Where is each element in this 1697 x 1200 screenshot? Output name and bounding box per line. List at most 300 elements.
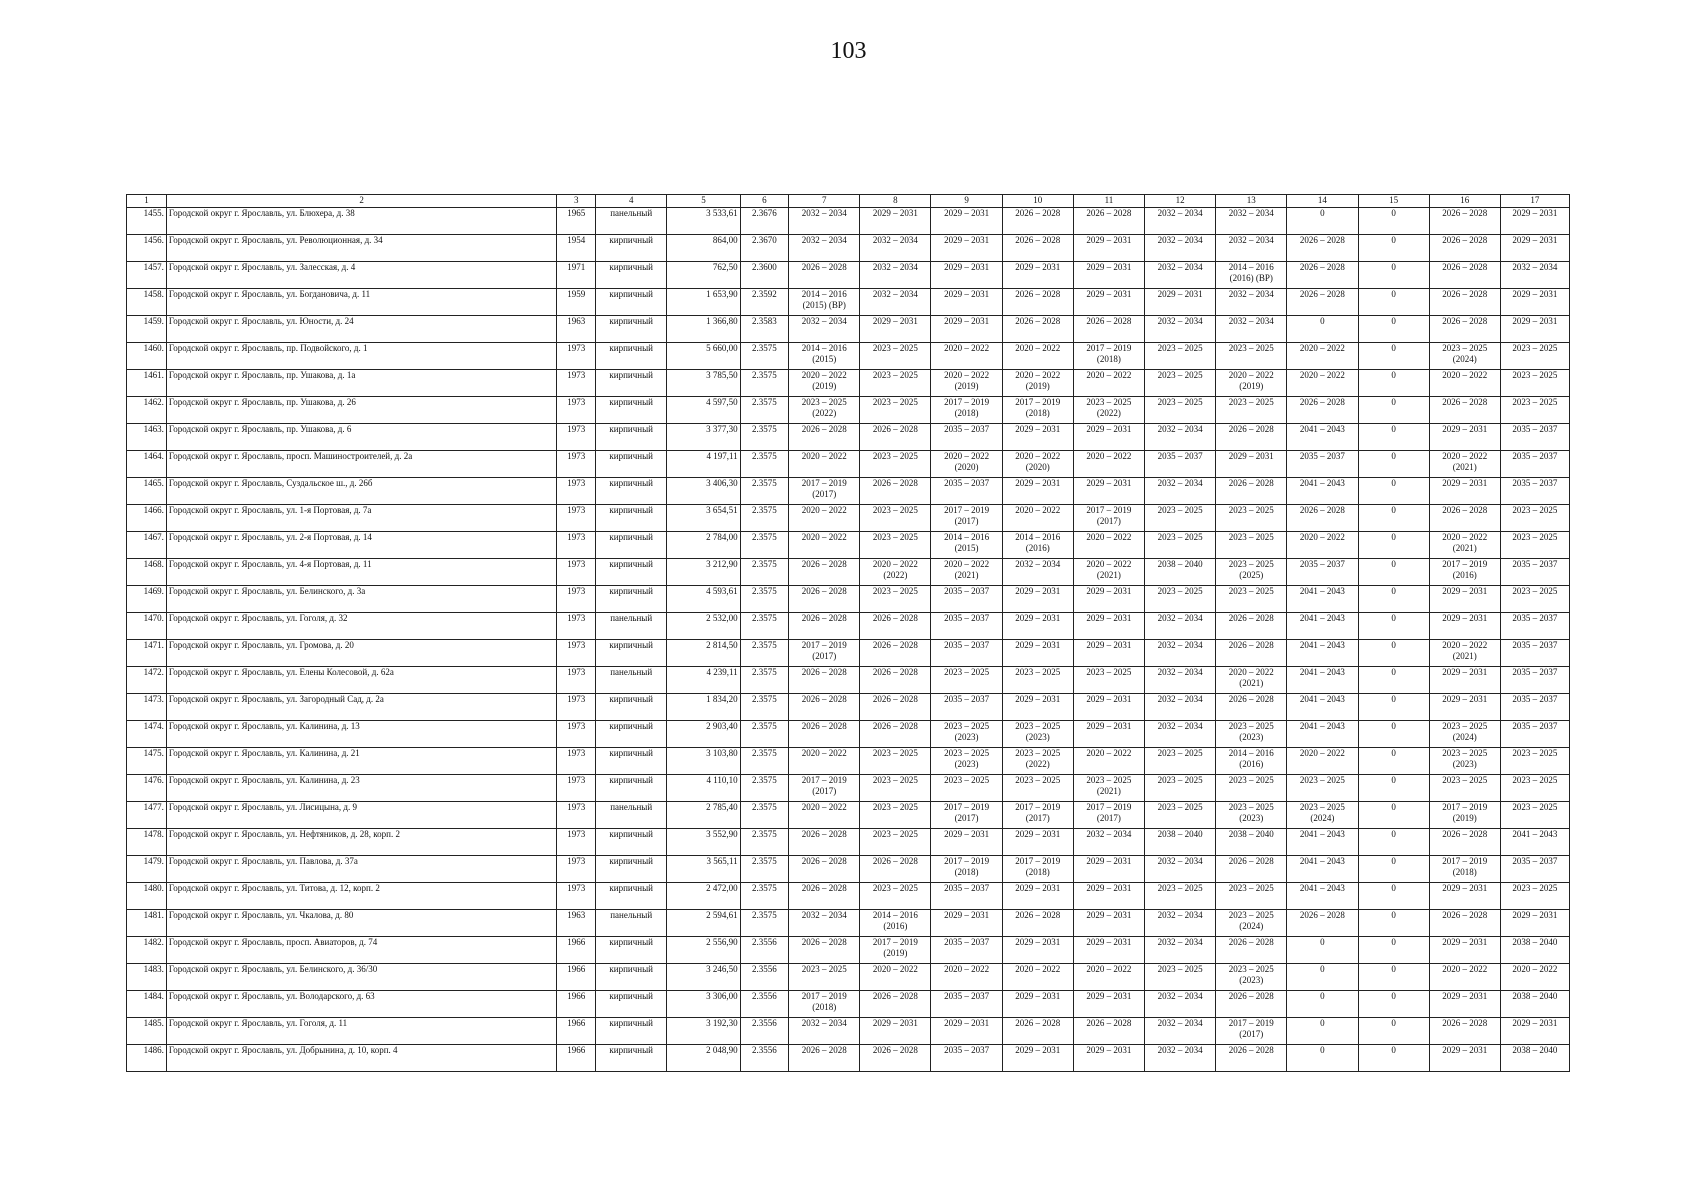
table-cell: 1973 <box>557 883 596 910</box>
table-cell: 1459. <box>127 316 167 343</box>
table-row <box>127 316 1570 343</box>
table-cell: 2017 – 2019 (2017) <box>789 640 860 667</box>
table-cell: 2.3575 <box>740 586 789 613</box>
table-cell: 2023 – 2025 <box>789 964 860 991</box>
table-cell: 0 <box>1358 829 1429 856</box>
table-cell: 2023 – 2025 <box>1500 343 1569 370</box>
table-cell: 2029 – 2031 <box>1002 1045 1073 1072</box>
table-cell: 2020 – 2022 <box>1287 532 1358 559</box>
table-cell: панельный <box>596 667 667 694</box>
table-cell: 0 <box>1358 532 1429 559</box>
table-row <box>127 937 1570 964</box>
table-cell: 2026 – 2028 <box>1216 991 1287 1018</box>
table-cell: 2023 – 2025 (2024) <box>1429 721 1500 748</box>
table-cell: Городской округ г. Ярославль, ул. Белинского, д. 36/30 <box>166 964 556 991</box>
table-cell: 2029 – 2031 <box>1500 1018 1569 1045</box>
table-cell: 2020 – 2022 <box>1073 532 1144 559</box>
table-cell: 0 <box>1358 289 1429 316</box>
table-cell: 0 <box>1287 991 1358 1018</box>
table-cell: 2023 – 2025 <box>1073 667 1144 694</box>
table-cell: 2035 – 2037 <box>1500 721 1569 748</box>
table-cell: 2017 – 2019 (2017) <box>1073 505 1144 532</box>
table-cell: 2023 – 2025 <box>1429 775 1500 802</box>
table-cell: 2029 – 2031 <box>1073 586 1144 613</box>
table-cell: 0 <box>1358 694 1429 721</box>
table-cell: 2 472,00 <box>667 883 740 910</box>
table-cell: 2029 – 2031 <box>1002 613 1073 640</box>
table-cell: 2 784,00 <box>667 532 740 559</box>
table-cell: 2020 – 2022 <box>789 451 860 478</box>
table-cell: 2020 – 2022 (2021) <box>1429 532 1500 559</box>
table-cell: 2029 – 2031 <box>931 1018 1002 1045</box>
table-row <box>127 694 1570 721</box>
table-cell: 2026 – 2028 <box>1002 1018 1073 1045</box>
table-cell: 0 <box>1287 1018 1358 1045</box>
table-cell: 1461. <box>127 370 167 397</box>
housing-register-table <box>126 194 1570 1072</box>
table-cell: Городской округ г. Ярославль, ул. Чкалова, д. 80 <box>166 910 556 937</box>
table-cell: 2020 – 2022 <box>1287 370 1358 397</box>
table-cell: 2029 – 2031 <box>1500 910 1569 937</box>
table-row <box>127 343 1570 370</box>
table-cell: 2.3556 <box>740 1045 789 1072</box>
table-row <box>127 829 1570 856</box>
table-cell: 2029 – 2031 <box>1429 424 1500 451</box>
table-cell: Городской округ г. Ярославль, ул. Добрынина, д. 10, корп. 4 <box>166 1045 556 1072</box>
table-cell: 2.3583 <box>740 316 789 343</box>
table-cell: 2026 – 2028 <box>789 667 860 694</box>
table-cell: 2023 – 2025 <box>860 883 931 910</box>
table-cell: 2014 – 2016 (2016) <box>1002 532 1073 559</box>
table-cell: кирпичный <box>596 370 667 397</box>
table-cell: 2029 – 2031 <box>1073 883 1144 910</box>
table-cell: 2023 – 2025 <box>1145 964 1216 991</box>
table-cell: кирпичный <box>596 991 667 1018</box>
table-cell: Городской округ г. Ярославль, ул. Калинина, д. 13 <box>166 721 556 748</box>
table-cell: кирпичный <box>596 289 667 316</box>
table-cell: 1966 <box>557 964 596 991</box>
table-cell: 2032 – 2034 <box>1500 262 1569 289</box>
table-cell: кирпичный <box>596 883 667 910</box>
table-cell: 2020 – 2022 <box>860 964 931 991</box>
table-row <box>127 397 1570 424</box>
table-cell: 2 556,90 <box>667 937 740 964</box>
table-cell: 2026 – 2028 <box>1002 289 1073 316</box>
table-cell: 2026 – 2028 <box>789 721 860 748</box>
table-cell: 2029 – 2031 <box>1500 316 1569 343</box>
table-cell: 2026 – 2028 <box>789 586 860 613</box>
column-header-13: 13 <box>1216 195 1287 208</box>
table-cell: 2029 – 2031 <box>1429 1045 1500 1072</box>
table-cell: 0 <box>1358 991 1429 1018</box>
table-cell: 1973 <box>557 397 596 424</box>
table-cell: 2029 – 2031 <box>1002 478 1073 505</box>
table-cell: 2035 – 2037 <box>1500 667 1569 694</box>
table-cell: 2032 – 2034 <box>1073 829 1144 856</box>
table-cell: 0 <box>1358 937 1429 964</box>
column-header-11: 11 <box>1073 195 1144 208</box>
table-cell: 2020 – 2022 <box>789 748 860 775</box>
table-cell: 0 <box>1358 802 1429 829</box>
table-cell: кирпичный <box>596 397 667 424</box>
table-cell: 2020 – 2022 (2020) <box>1002 451 1073 478</box>
table-cell: 2029 – 2031 <box>1429 937 1500 964</box>
table-cell: кирпичный <box>596 316 667 343</box>
table-cell: 2026 – 2028 <box>860 991 931 1018</box>
column-header-3: 3 <box>557 195 596 208</box>
table-cell: 2026 – 2028 <box>789 613 860 640</box>
table-cell: 2023 – 2025 <box>1145 775 1216 802</box>
table-cell: 2035 – 2037 <box>931 613 1002 640</box>
table-cell: 2035 – 2037 <box>1287 451 1358 478</box>
table-cell: 1 366,80 <box>667 316 740 343</box>
table-cell: 2026 – 2028 <box>789 1045 860 1072</box>
table-cell: 2029 – 2031 <box>1002 991 1073 1018</box>
column-header-12: 12 <box>1145 195 1216 208</box>
table-cell: 2038 – 2040 <box>1145 829 1216 856</box>
table-cell: 1954 <box>557 235 596 262</box>
table-cell: 2029 – 2031 <box>1002 640 1073 667</box>
table-cell: 2023 – 2025 <box>1500 748 1569 775</box>
column-header-6: 6 <box>740 195 789 208</box>
table-body <box>127 208 1570 1072</box>
table-cell: 1485. <box>127 1018 167 1045</box>
table-cell: 2017 – 2019 (2018) <box>1429 856 1500 883</box>
table-cell: 2 594,61 <box>667 910 740 937</box>
table-cell: 2026 – 2028 <box>860 613 931 640</box>
table-cell: 2023 – 2025 <box>1216 397 1287 424</box>
table-cell: 2023 – 2025 <box>1145 748 1216 775</box>
table-cell: 2020 – 2022 (2021) <box>1073 559 1144 586</box>
table-cell: 2029 – 2031 <box>1073 424 1144 451</box>
table-cell: 1474. <box>127 721 167 748</box>
table-cell: 2.3575 <box>740 424 789 451</box>
table-cell: 2014 – 2016 (2015) <box>789 343 860 370</box>
table-cell: 2032 – 2034 <box>1145 694 1216 721</box>
table-cell: 2.3575 <box>740 478 789 505</box>
table-cell: кирпичный <box>596 775 667 802</box>
table-cell: 2023 – 2025 <box>860 505 931 532</box>
table-cell: 2023 – 2025 <box>860 370 931 397</box>
table-cell: 2023 – 2025 <box>1500 397 1569 424</box>
table-cell: кирпичный <box>596 937 667 964</box>
table-cell: кирпичный <box>596 640 667 667</box>
table-cell: 1469. <box>127 586 167 613</box>
table-cell: 1973 <box>557 721 596 748</box>
table-cell: 2026 – 2028 <box>789 883 860 910</box>
table-cell: панельный <box>596 208 667 235</box>
table-row <box>127 424 1570 451</box>
table-cell: 2023 – 2025 <box>860 748 931 775</box>
table-cell: 2.3556 <box>740 937 789 964</box>
table-cell: 2017 – 2019 (2016) <box>1429 559 1500 586</box>
table-cell: 2032 – 2034 <box>1145 721 1216 748</box>
table-cell: 2023 – 2025 <box>1216 883 1287 910</box>
table-cell: 2029 – 2031 <box>1073 1045 1144 1072</box>
column-header-7: 7 <box>789 195 860 208</box>
table-cell: 2026 – 2028 <box>1429 910 1500 937</box>
table-cell: 2023 – 2025 (2023) <box>1216 964 1287 991</box>
table-row <box>127 775 1570 802</box>
table-cell: 2020 – 2022 <box>1500 964 1569 991</box>
table-cell: 2029 – 2031 <box>931 289 1002 316</box>
table-cell: 2026 – 2028 <box>1002 316 1073 343</box>
table-cell: кирпичный <box>596 559 667 586</box>
table-cell: 2038 – 2040 <box>1216 829 1287 856</box>
table-row <box>127 991 1570 1018</box>
table-cell: 2032 – 2034 <box>1145 1018 1216 1045</box>
table-cell: 3 246,50 <box>667 964 740 991</box>
table-cell: 0 <box>1358 370 1429 397</box>
table-cell: 1481. <box>127 910 167 937</box>
table-cell: 2.3575 <box>740 370 789 397</box>
table-cell: 2023 – 2025 <box>1145 532 1216 559</box>
table-cell: 2023 – 2025 (2023) <box>931 721 1002 748</box>
table-cell: 2020 – 2022 (2021) <box>1429 640 1500 667</box>
table-cell: 2020 – 2022 (2019) <box>1216 370 1287 397</box>
table-row <box>127 667 1570 694</box>
table-cell: 2035 – 2037 <box>931 1045 1002 1072</box>
table-cell: 2026 – 2028 <box>789 829 860 856</box>
table-cell: 0 <box>1358 559 1429 586</box>
table-cell: 2023 – 2025 <box>1500 586 1569 613</box>
table-cell: 2.3575 <box>740 451 789 478</box>
table-cell: 2020 – 2022 <box>1002 343 1073 370</box>
table-cell: 3 552,90 <box>667 829 740 856</box>
table-cell: Городской округ г. Ярославль, ул. Загородный Сад, д. 2а <box>166 694 556 721</box>
column-header-2: 2 <box>166 195 556 208</box>
table-cell: 2023 – 2025 <box>1500 883 1569 910</box>
table-cell: 2029 – 2031 <box>1073 694 1144 721</box>
table-row <box>127 613 1570 640</box>
table-cell: 1973 <box>557 343 596 370</box>
table-cell: 0 <box>1358 451 1429 478</box>
table-cell: 2032 – 2034 <box>1216 289 1287 316</box>
table-cell: 2017 – 2019 (2017) <box>1073 802 1144 829</box>
table-cell: 1973 <box>557 424 596 451</box>
table-row <box>127 964 1570 991</box>
table-cell: 2020 – 2022 <box>1287 748 1358 775</box>
table-cell: Городской округ г. Ярославль, Суздальское ш., д. 26б <box>166 478 556 505</box>
table-cell: 1973 <box>557 640 596 667</box>
table-cell: 0 <box>1358 721 1429 748</box>
table-cell: 2020 – 2022 <box>1002 505 1073 532</box>
table-cell: кирпичный <box>596 1018 667 1045</box>
table-row <box>127 532 1570 559</box>
table-cell: 1480. <box>127 883 167 910</box>
table-cell: 2023 – 2025 <box>860 343 931 370</box>
table-cell: 1973 <box>557 505 596 532</box>
table-cell: 2017 – 2019 (2017) <box>931 505 1002 532</box>
table-cell: 3 306,00 <box>667 991 740 1018</box>
table-cell: 0 <box>1287 316 1358 343</box>
table-row <box>127 1018 1570 1045</box>
table-row <box>127 478 1570 505</box>
table-cell: 2029 – 2031 <box>1216 451 1287 478</box>
table-cell: Городской округ г. Ярославль, просп. Авиаторов, д. 74 <box>166 937 556 964</box>
table-cell: 2023 – 2025 <box>1145 586 1216 613</box>
table-cell: 2 532,00 <box>667 613 740 640</box>
table-cell: 2032 – 2034 <box>1145 640 1216 667</box>
table-cell: 2035 – 2037 <box>931 586 1002 613</box>
table-cell: кирпичный <box>596 532 667 559</box>
table-cell: 2029 – 2031 <box>931 910 1002 937</box>
table-cell: 1486. <box>127 1045 167 1072</box>
table-cell: 2017 – 2019 (2017) <box>789 478 860 505</box>
table-cell: 2029 – 2031 <box>1002 262 1073 289</box>
table-cell: 2026 – 2028 <box>860 694 931 721</box>
table-cell: 2.3575 <box>740 397 789 424</box>
table-cell: 2023 – 2025 <box>860 586 931 613</box>
table-cell: кирпичный <box>596 721 667 748</box>
table-cell: 2020 – 2022 (2019) <box>1002 370 1073 397</box>
table-cell: 2035 – 2037 <box>1500 694 1569 721</box>
table-cell: 2041 – 2043 <box>1287 586 1358 613</box>
table-cell: 2035 – 2037 <box>1500 559 1569 586</box>
table-cell: 2029 – 2031 <box>931 208 1002 235</box>
table-cell: 2017 – 2019 (2017) <box>1216 1018 1287 1045</box>
table-cell: 2023 – 2025 <box>1145 343 1216 370</box>
table-cell: 0 <box>1358 235 1429 262</box>
table-cell: 2029 – 2031 <box>1073 262 1144 289</box>
table-cell: 2035 – 2037 <box>931 424 1002 451</box>
column-header-16: 16 <box>1429 195 1500 208</box>
table-cell: 1973 <box>557 667 596 694</box>
table-cell: Городской округ г. Ярославль, ул. Юности, д. 24 <box>166 316 556 343</box>
table-row <box>127 640 1570 667</box>
table-cell: 2029 – 2031 <box>1429 667 1500 694</box>
table-row <box>127 910 1570 937</box>
table-cell: 2.3575 <box>740 505 789 532</box>
table-cell: 2029 – 2031 <box>1429 991 1500 1018</box>
table-cell: панельный <box>596 910 667 937</box>
table-cell: 2017 – 2019 (2018) <box>1073 343 1144 370</box>
table-cell: 2014 – 2016 (2016) <box>860 910 931 937</box>
table-cell: 2032 – 2034 <box>1216 208 1287 235</box>
table-cell: 2017 – 2019 (2017) <box>789 775 860 802</box>
table-cell: 2032 – 2034 <box>1145 937 1216 964</box>
table-cell: 2023 – 2025 <box>1500 505 1569 532</box>
table-cell: 2041 – 2043 <box>1287 721 1358 748</box>
table-cell: 2026 – 2028 <box>860 1045 931 1072</box>
table-cell: 0 <box>1358 640 1429 667</box>
table-cell: 1973 <box>557 559 596 586</box>
table-cell: 2023 – 2025 <box>860 829 931 856</box>
column-header-15: 15 <box>1358 195 1429 208</box>
table-cell: 2032 – 2034 <box>1216 235 1287 262</box>
table-cell: 2.3670 <box>740 235 789 262</box>
table-cell: 2035 – 2037 <box>1287 559 1358 586</box>
table-cell: 2035 – 2037 <box>1500 640 1569 667</box>
table-cell: 2032 – 2034 <box>789 208 860 235</box>
table-cell: 2023 – 2025 <box>860 451 931 478</box>
table-cell: 2026 – 2028 <box>860 856 931 883</box>
table-cell: 2020 – 2022 <box>789 532 860 559</box>
table-cell: 2041 – 2043 <box>1500 829 1569 856</box>
table-cell: кирпичный <box>596 505 667 532</box>
table-cell: панельный <box>596 802 667 829</box>
table-cell: 3 785,50 <box>667 370 740 397</box>
table-cell: 2.3575 <box>740 640 789 667</box>
table-cell: 2023 – 2025 <box>1216 343 1287 370</box>
table-row <box>127 586 1570 613</box>
table-cell: 1966 <box>557 937 596 964</box>
table-cell: 2.3556 <box>740 964 789 991</box>
table-cell: 1464. <box>127 451 167 478</box>
table-cell: 2.3575 <box>740 883 789 910</box>
column-header-17: 17 <box>1500 195 1569 208</box>
table-cell: 0 <box>1358 964 1429 991</box>
table-cell: 2.3556 <box>740 1018 789 1045</box>
table-cell: 2029 – 2031 <box>1500 208 1569 235</box>
table-cell: 1467. <box>127 532 167 559</box>
table-cell: 0 <box>1358 478 1429 505</box>
table-cell: 2023 – 2025 <box>1216 586 1287 613</box>
table-cell: 2041 – 2043 <box>1287 694 1358 721</box>
table-cell: 2026 – 2028 <box>789 694 860 721</box>
table-cell: Городской округ г. Ярославль, ул. Нефтяников, д. 28, корп. 2 <box>166 829 556 856</box>
table-cell: 2029 – 2031 <box>1073 289 1144 316</box>
table-cell: Городской округ г. Ярославль, просп. Машиностроителей, д. 2а <box>166 451 556 478</box>
table-cell: 2035 – 2037 <box>931 991 1002 1018</box>
table-cell: 1455. <box>127 208 167 235</box>
table-cell: 2.3575 <box>740 802 789 829</box>
table-cell: кирпичный <box>596 424 667 451</box>
table-cell: 2020 – 2022 <box>931 343 1002 370</box>
table-cell: 2029 – 2031 <box>931 829 1002 856</box>
table-cell: 2023 – 2025 (2024) <box>1216 910 1287 937</box>
column-header-4: 4 <box>596 195 667 208</box>
table-cell: 2041 – 2043 <box>1287 613 1358 640</box>
table-cell: 0 <box>1358 910 1429 937</box>
column-header-1: 1 <box>127 195 167 208</box>
table-cell: 1965 <box>557 208 596 235</box>
table-cell: 1973 <box>557 451 596 478</box>
table-cell: 0 <box>1358 748 1429 775</box>
table-cell: 2020 – 2022 (2021) <box>931 559 1002 586</box>
table-cell: 2035 – 2037 <box>931 478 1002 505</box>
table-cell: 2029 – 2031 <box>1002 937 1073 964</box>
table-cell: 2032 – 2034 <box>1145 208 1216 235</box>
table-cell: 2029 – 2031 <box>1500 289 1569 316</box>
table-cell: 2032 – 2034 <box>789 316 860 343</box>
table-cell: 4 110,10 <box>667 775 740 802</box>
table-cell: 2020 – 2022 <box>1429 964 1500 991</box>
table-cell: 2.3575 <box>740 343 789 370</box>
table-cell: 2026 – 2028 <box>1287 505 1358 532</box>
table-cell: 2038 – 2040 <box>1500 937 1569 964</box>
table-cell: 2029 – 2031 <box>931 235 1002 262</box>
table-cell: 2026 – 2028 <box>1287 262 1358 289</box>
table-cell: 2029 – 2031 <box>1429 478 1500 505</box>
table-cell: 2032 – 2034 <box>1145 424 1216 451</box>
table-row <box>127 883 1570 910</box>
table-cell: 1973 <box>557 532 596 559</box>
table-cell: 2026 – 2028 <box>1002 910 1073 937</box>
table-cell: 2.3575 <box>740 856 789 883</box>
table-cell: 1468. <box>127 559 167 586</box>
table-cell: 2023 – 2025 <box>931 775 1002 802</box>
table-cell: 2026 – 2028 <box>1216 478 1287 505</box>
table-cell: 2026 – 2028 <box>1216 694 1287 721</box>
table-cell: 2026 – 2028 <box>1429 235 1500 262</box>
table-cell: 1966 <box>557 1045 596 1072</box>
table-cell: 2020 – 2022 <box>931 964 1002 991</box>
table-cell: 2020 – 2022 <box>1073 451 1144 478</box>
table-cell: 2026 – 2028 <box>1429 505 1500 532</box>
table-cell: 1973 <box>557 856 596 883</box>
table-cell: 2.3575 <box>740 532 789 559</box>
